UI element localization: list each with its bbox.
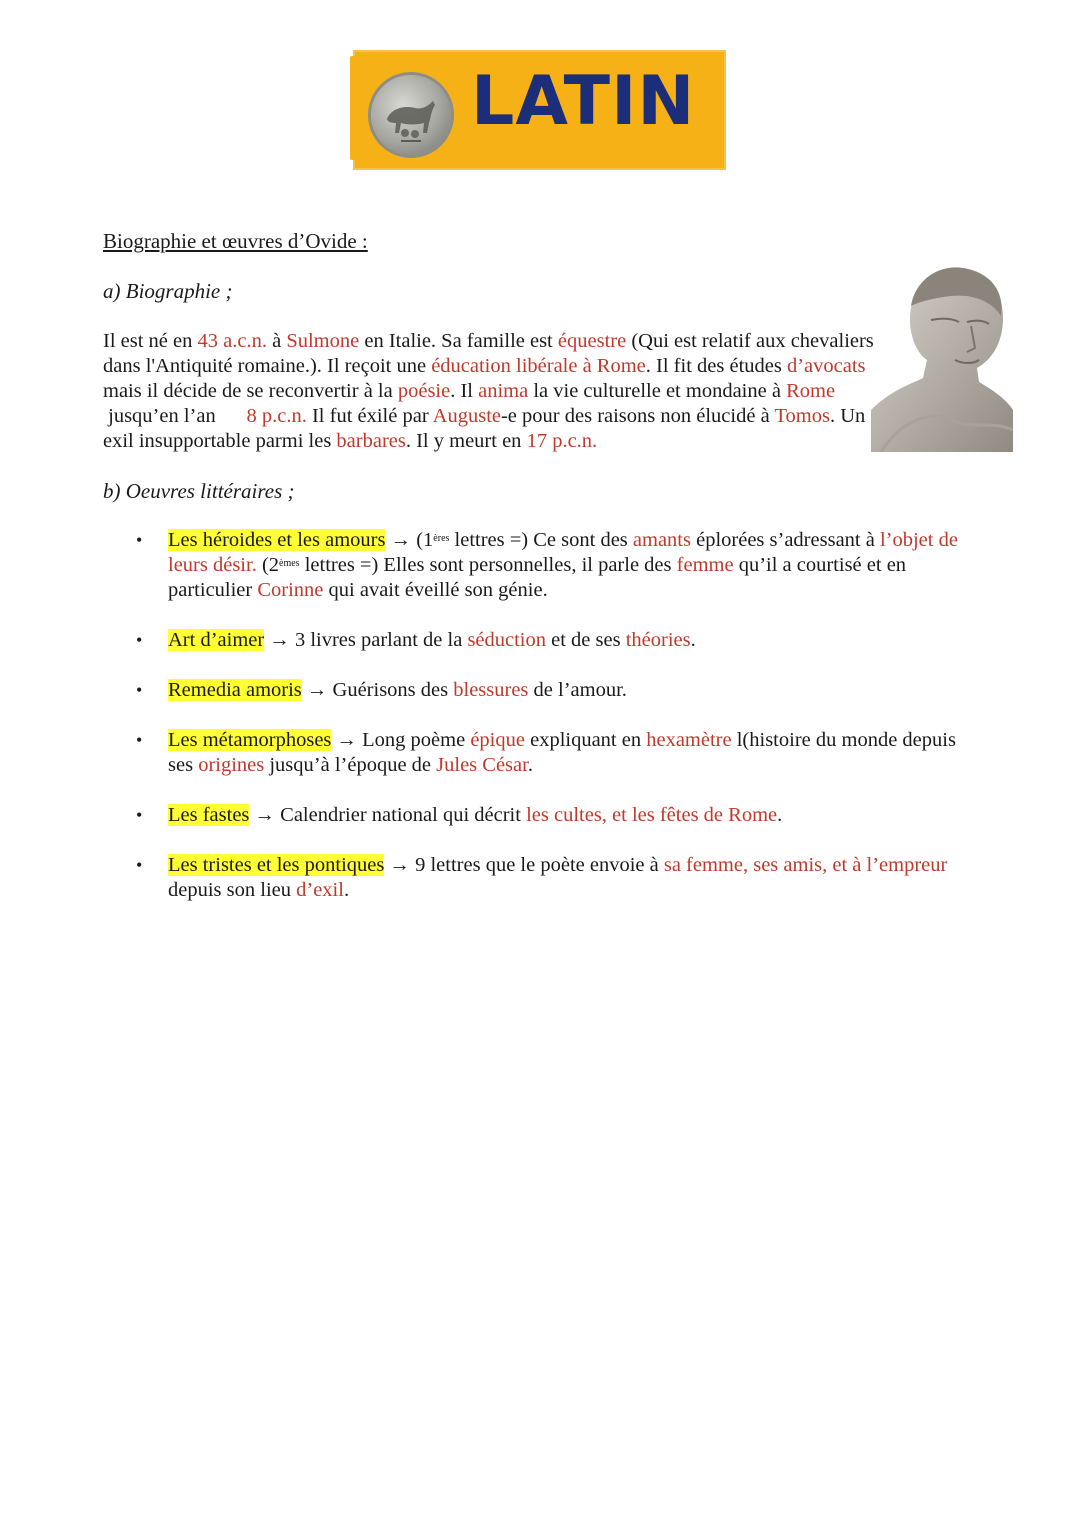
- work-title: Les fastes: [168, 804, 250, 826]
- latin-banner: [353, 50, 726, 170]
- list-item: • Les tristes et les pontiques → 9 lettres que le poète envoie à sa femme, ses amis, et à l’empreur depuis son lieu d’exil.: [136, 854, 948, 901]
- she-wolf-coin-icon: [371, 75, 451, 155]
- bullet-icon: •: [136, 730, 143, 750]
- bullet-icon: •: [136, 855, 143, 875]
- list-item: • Art d’aimer → 3 livres parlant de la séduction et de ses théories.: [136, 629, 696, 651]
- bullet-icon: •: [136, 680, 143, 700]
- work-title: Les métamorphoses: [168, 729, 332, 751]
- page-title: Biographie et œuvres d’Ovide :: [103, 229, 368, 253]
- bullet-icon: •: [136, 630, 143, 650]
- works-list: [130, 528, 960, 928]
- biography-subtitle: a) Biographie ;: [103, 279, 233, 303]
- works-subtitle: b) Oeuvres littéraires ;: [103, 479, 295, 503]
- bullet-icon: •: [136, 805, 143, 825]
- biography-paragraph: Il est né en 43 a.c.n. à Sulmone en Italie. Sa famille est équestre (Qui est relatif aux chevaliers dans l'Antiquité romaine.). Il reçoit une éducation libérale à Rome. Il fit des études d’avocats mais il décide de se reconvertir à la poésie. Il anima la vie culturelle et mondaine à Rome jusqu’en l’an 8 p.c.n. Il fut éxilé par Auguste-e pour des raisons non élucidé à Tomos. Un exil insupportable parmi les barbares. Il y meurt en 17 p.c.n.: [103, 330, 874, 452]
- list-item: • Remedia amoris → Guérisons des blessures de l’amour.: [136, 679, 627, 701]
- work-title: Art d’aimer: [168, 629, 265, 651]
- list-item: • Les métamorphoses → Long poème épique expliquant en hexamètre l(histoire du monde depuis ses origines jusqu’à l’époque de Jules César.: [136, 729, 956, 776]
- work-title: Les héroides et les amours: [168, 529, 386, 551]
- work-title: Remedia amoris: [168, 679, 302, 701]
- list-item: • Les fastes → Calendrier national qui décrit les cultes, et les fêtes de Rome.: [136, 804, 783, 826]
- work-title: Les tristes et les pontiques: [168, 854, 385, 876]
- list-item: • Les héroides et les amours → (1ères lettres =) Ce sont des amants éplorées s’adressant à l’objet de leurs désir. (2èmes lettres =) Elles sont personnelles, il parle des femme qu’il a courtisé et en particulier Corinne qui avait éveillé son génie.: [136, 529, 958, 601]
- bullet-icon: •: [136, 530, 143, 550]
- banner-title: LATIN: [471, 62, 696, 141]
- ovid-bust-image: [871, 260, 1013, 452]
